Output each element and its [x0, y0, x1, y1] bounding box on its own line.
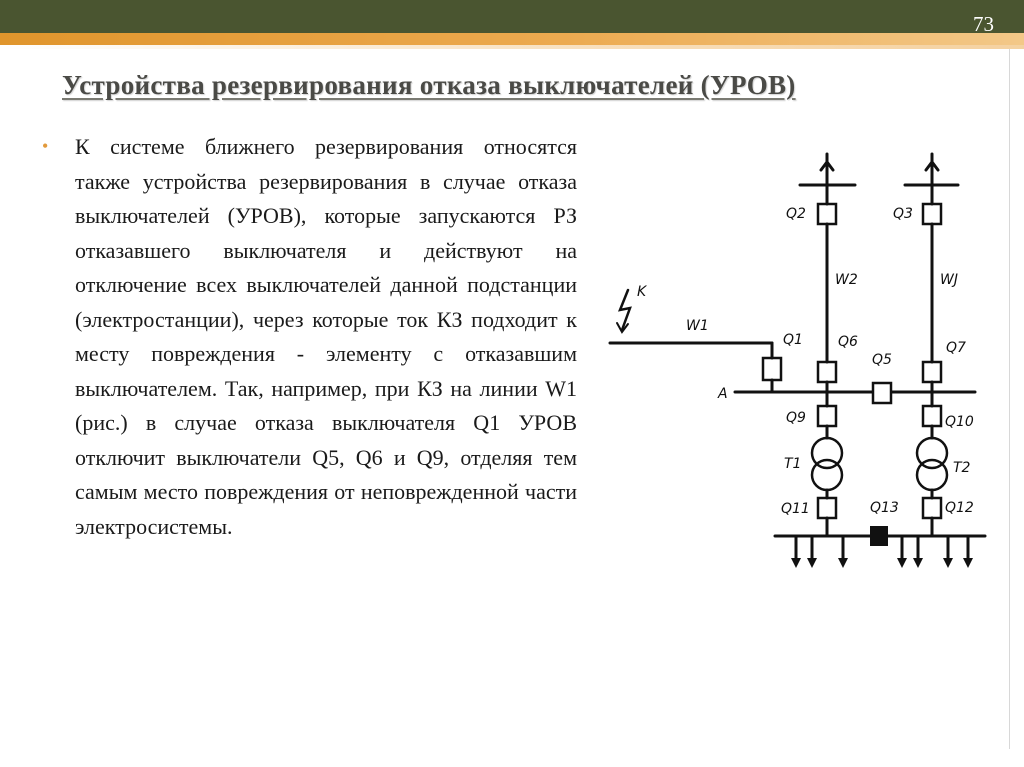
arrow-down-icon	[943, 558, 953, 568]
bullet-dot-icon: •	[42, 136, 49, 156]
label-t1: T1	[784, 456, 802, 472]
label-w1: W1	[686, 318, 709, 334]
breaker-q7	[923, 362, 941, 382]
label-q11: Q11	[781, 501, 810, 517]
transformer-t1-winding-2	[812, 460, 842, 490]
breaker-q5	[873, 383, 891, 403]
breaker-q2	[818, 204, 836, 224]
label-q12: Q12	[945, 500, 974, 516]
label-a: A	[718, 386, 728, 402]
arrow-down-icon	[963, 558, 973, 568]
arrow-down-icon	[897, 558, 907, 568]
circuit-diagram	[600, 140, 1000, 590]
label-k: K	[637, 284, 647, 300]
arrow-down-icon	[838, 558, 848, 568]
label-w3: WJ	[940, 272, 958, 288]
arrow-down-icon	[807, 558, 817, 568]
arrow-down-icon	[791, 558, 801, 568]
label-q10: Q10	[945, 414, 974, 430]
label-q3: Q3	[893, 206, 913, 222]
label-t2: T2	[953, 460, 971, 476]
header-accent-band	[0, 33, 1024, 45]
label-q2: Q2	[786, 206, 806, 222]
slide-frame-line	[1009, 49, 1010, 749]
header-accent-line	[0, 45, 1024, 49]
label-q1: Q1	[783, 332, 803, 348]
breaker-q3	[923, 204, 941, 224]
breaker-q10	[923, 406, 941, 426]
slide-number: 73	[973, 12, 994, 36]
breaker-q9	[818, 406, 836, 426]
slide-title: Устройства резервирования отказа выключателей (УРОВ)	[62, 70, 796, 100]
label-w2: W2	[835, 272, 858, 288]
breaker-q1	[763, 358, 781, 380]
breaker-q11	[818, 498, 836, 518]
header-band	[0, 0, 1024, 33]
breaker-q6	[818, 362, 836, 382]
breaker-q13	[870, 526, 888, 546]
arrow-down-icon	[913, 558, 923, 568]
label-q9: Q9	[786, 410, 806, 426]
breaker-q12	[923, 498, 941, 518]
feeder-arrows	[791, 558, 973, 568]
bullet-text: К системе ближнего резервирования относятся также устройства резервирования в случае отказа выключателей (УРОВ), которые запускаются РЗ отказавшего выключателя и действуют на отключение всех выключателей данной подстанции (электростанции), через которые ток КЗ подходит к месту повреждения - элементу с отказавшим выключателем. Так, например, при КЗ на линии W1 (рис.) в случае отказа выключателя Q1 УРОВ отключит выключатели Q5, Q6 и Q9, отделяя тем самым место повреждения от неповрежденной части электросистемы.	[75, 134, 577, 539]
label-q5: Q5	[872, 352, 892, 368]
label-q7: Q7	[946, 340, 966, 356]
label-q13: Q13	[870, 500, 899, 516]
label-q6: Q6	[838, 334, 858, 350]
transformer-t2-winding-2	[917, 460, 947, 490]
